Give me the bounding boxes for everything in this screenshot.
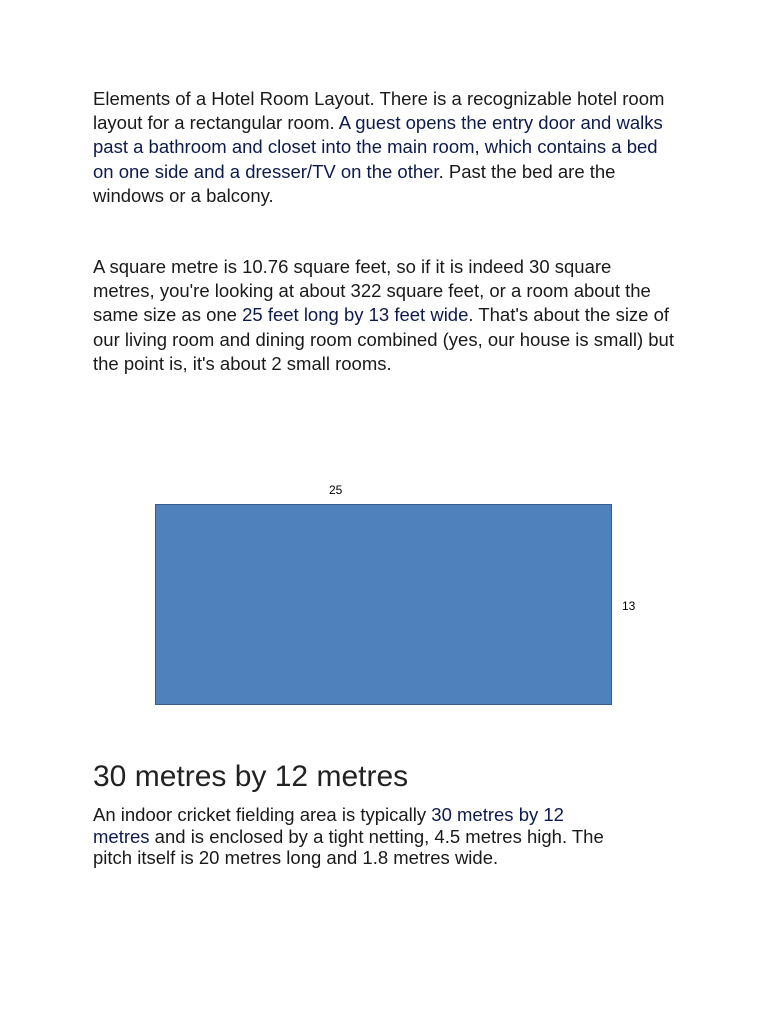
highlighted-text: 25 feet long by 13 feet wide	[242, 304, 469, 326]
highlighted-text: 30 metres by 12 metres	[93, 804, 564, 847]
paragraph-text: . That's about the size of our living room and dining room combined (yes, our house is small) but the point is, it's about 2 small rooms.	[93, 304, 674, 374]
paragraph-text: A square metre is 10.76 square feet, so if it is indeed 30 square metres, you're looking at about 322 square feet, or a room about the same size as one	[93, 256, 651, 326]
paragraph-text: An indoor cricket fielding area is typically	[93, 804, 432, 825]
room-width-label: 13	[622, 599, 636, 613]
highlighted-text: A guest opens the entry door and walks past a bathroom and closet into the main room, which contains a bed on one side and a dresser/TV on the other	[93, 112, 663, 182]
section-heading: 30 metres by 12 metres	[93, 760, 409, 793]
square-metre-paragraph	[93, 255, 678, 376]
paragraph-text: and is enclosed by a tight netting, 4.5 metres high. The pitch itself is 20 metres long and 1.8 metres wide.	[93, 825, 604, 868]
cricket-paragraph	[93, 804, 613, 869]
paragraph-text: Elements of a Hotel Room Layout. There is a recognizable hotel room layout for a rectangular room.	[93, 88, 665, 134]
hotel-layout-paragraph	[93, 87, 678, 208]
room-rectangle	[155, 504, 612, 705]
paragraph-text: . Past the bed are the windows or a balcony.	[93, 160, 616, 206]
room-length-label: 25	[329, 483, 343, 497]
